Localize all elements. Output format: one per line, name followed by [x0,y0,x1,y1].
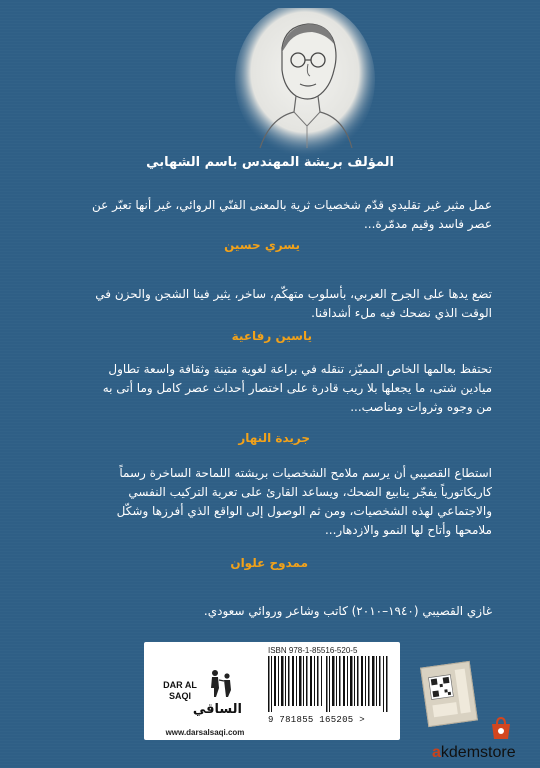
author-portrait [230,8,380,158]
quote-line: عصر فاسد وقيم مدمّرة... [363,217,492,231]
family-icon [206,668,238,698]
quote-2 [48,285,492,323]
quote-line: الوقت الذي نضحك فيه ملء أشداقنا. [311,306,492,320]
barcode-digits: 9 781855 165205 > [268,715,365,725]
quote-line: كاريكاتورياً يفجّر ينابيع الضحك، ويساعد القارئ على تعرية التركيب النفسي [128,485,492,499]
dar-al-saqi-logo: DAR AL SAQI [163,680,197,701]
quote-line: تحتفظ بعالمها الخاص المميّز، تنقله في براعة لغوية متينة وثقافة واسعة تطاول [108,362,492,376]
shopping-bag-icon [488,715,514,741]
quote-attribution: يسري حسين [224,238,300,252]
quote-line: استطاع القصيبي أن يرسم ملامح الشخصيات بريشته اللماحة الساخرة رسماً [119,466,492,480]
quote-1 [48,196,492,234]
author-bio: غازي القصيبي (١٩٤٠–٢٠١٠) كاتب وشاعر وروائي سعودي. [203,604,492,618]
quote-4 [48,464,492,540]
quote-line: من وجوه وثروات ومناصب... [350,400,492,414]
quote-line: عمل مثير غير تقليدي قدّم شخصيات ثرية بالمعنى الفنّي الروائي، غير أنها تعبّر عن [92,198,492,212]
store-name: kdemstore [440,744,516,761]
barcode [266,656,390,712]
quote-line: تضع يدها على الجرح العربي، بأسلوب متهكّم، ساخر، يثير فينا الشجن والحزن في [95,287,492,301]
arabic-logo: الساقي [192,702,242,717]
price-sticker [420,661,478,727]
portrait-caption: المؤلف بريشة المهندس باسم الشهابي [146,155,394,170]
quote-line: ملامحها وأتاح لها النمو والازدهار... [324,523,492,537]
quote-line: ميادين شتى، ما يجعلها بلا ريب قادرة على اختصار أحداث عصر كامل وما أتى به [102,381,492,395]
quote-attribution: ممدوح علوان [230,556,308,570]
quote-line: والاجتماعي لهذه الشخصيات، ومن ثم الوصول إلى الواقع الذي أفرزها وشكّل [116,504,492,518]
publisher-info-box [144,642,400,740]
store-prefix: a [432,744,441,761]
isbn: ISBN 978-1-85516-520-5 [268,646,358,655]
quote-3 [48,360,492,417]
quote-attribution: جريدة النهار [238,431,310,445]
store-watermark [432,744,516,762]
quote-attribution: ياسين رفاعية [231,329,312,343]
publisher-url: www.darsalsaqi.com [165,728,245,737]
